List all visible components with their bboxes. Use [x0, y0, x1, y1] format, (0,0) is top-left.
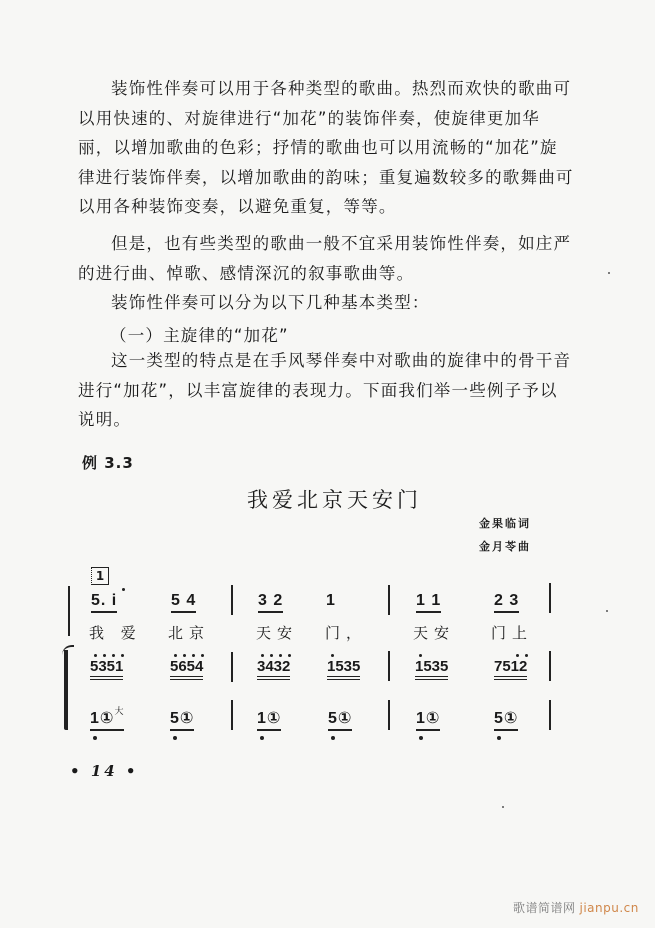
right-hand-group: 5351: [90, 658, 123, 680]
paragraph-line: 这一类型的特点是在手风琴伴奏中对歌曲的旋律中的骨干音: [111, 351, 572, 370]
piano-brace: [64, 650, 76, 730]
melody-note: 3 2: [258, 592, 283, 613]
barline: [549, 583, 551, 613]
annotation: 大: [114, 706, 125, 716]
paragraph-line: 律进行装饰伴奏，以增加歌曲的韵味；重复遍数较多的歌舞曲可: [78, 167, 574, 187]
barline: [549, 700, 551, 730]
high-octave-dot: [122, 588, 125, 591]
low-octave-dot: [497, 736, 501, 740]
high-octave-dot: [261, 654, 264, 657]
low-octave-dot: [419, 736, 423, 740]
barline: [388, 585, 390, 615]
low-octave-dot: [93, 736, 97, 740]
measure-number-box: 1: [91, 567, 109, 585]
high-octave-dot: [331, 654, 334, 657]
paragraph-line: 进行“加花”，以丰富旋律的表现力。下面我们举一些例子予以: [78, 380, 558, 400]
page-number-value: 14: [90, 762, 118, 780]
paragraph-line: 装饰性伴奏可以用于各种类型的歌曲。热烈而欢快的歌曲可: [111, 79, 572, 98]
high-octave-dot: [270, 654, 273, 657]
high-octave-dot: [525, 654, 528, 657]
lyric: 门，: [325, 624, 368, 642]
left-hand-group: 1①: [416, 708, 440, 731]
right-hand-group: 3432: [257, 658, 290, 680]
lyric: 我 爱: [89, 624, 142, 642]
left-hand-group: [90, 708, 124, 731]
example-label: 例 3.3: [82, 454, 134, 472]
scan-speck: [502, 806, 504, 808]
left-hand-group: 1①: [257, 708, 281, 731]
barline: [549, 651, 551, 681]
left-hand-notes: 1①: [90, 710, 115, 727]
left-hand-group: 5①: [328, 708, 352, 731]
barline: [388, 651, 390, 681]
composer-credit: 金月苓曲: [479, 540, 531, 553]
low-octave-dot: [260, 736, 264, 740]
scan-speck: [608, 272, 610, 274]
left-hand-group: 5①: [494, 708, 518, 731]
high-octave-dot: [174, 654, 177, 657]
lyricist-credit: 金果临词: [479, 517, 531, 530]
high-octave-dot: [516, 654, 519, 657]
barline: [231, 585, 233, 615]
right-hand-group: 1535: [327, 658, 360, 680]
melody-note: 1: [326, 592, 336, 609]
high-octave-dot: [121, 654, 124, 657]
system-start-line: [68, 586, 70, 636]
barline: [231, 700, 233, 730]
high-octave-dot: [183, 654, 186, 657]
watermark: [513, 899, 639, 916]
high-octave-dot: [279, 654, 282, 657]
melody-note: 1 1: [416, 592, 441, 613]
paragraph-line: 以用各种装饰变奏，以避免重复，等等。: [78, 197, 397, 216]
paragraph-line: 说明。: [78, 410, 132, 429]
lyric: 天安: [413, 624, 456, 642]
paragraph-line: 以用快速的、对旋律进行“加花”的装饰伴奏，使旋律更加华: [78, 108, 540, 128]
paragraph-line: 的进行曲、悼歌、感情深沉的叙事歌曲等。: [78, 263, 415, 283]
high-octave-dot: [94, 654, 97, 657]
paragraph-line: 装饰性伴奏可以分为以下几种基本类型：: [111, 293, 430, 312]
lyric: 北京: [168, 624, 211, 642]
watermark-url: jianpu.cn: [579, 901, 639, 915]
barline: [388, 700, 390, 730]
melody-note: 5. i: [91, 592, 117, 613]
right-hand-group: 7512: [494, 658, 527, 680]
low-octave-dot: [331, 736, 335, 740]
section-subheading: （一）主旋律的“加花”: [110, 326, 289, 345]
right-hand-group: 1535: [415, 658, 448, 680]
page-number: • 14 •: [70, 762, 139, 780]
paragraph-line: 但是，也有些类型的歌曲一般不宜采用装饰性伴奏，如庄严: [111, 234, 572, 253]
low-octave-dot: [173, 736, 177, 740]
high-octave-dot: [201, 654, 204, 657]
scan-speck: [606, 610, 608, 612]
barline: [231, 652, 233, 682]
left-hand-group: 5①: [170, 708, 194, 731]
high-octave-dot: [112, 654, 115, 657]
right-hand-group: 5654: [170, 658, 203, 680]
high-octave-dot: [288, 654, 291, 657]
paragraph-line: 丽，以增加歌曲的色彩；抒情的歌曲也可以用流畅的“加花”旋: [78, 138, 558, 157]
watermark-cn: 歌谱简谱网: [513, 901, 576, 915]
melody-note: 2 3: [494, 592, 519, 613]
lyric: 天安: [256, 624, 299, 642]
high-octave-dot: [192, 654, 195, 657]
song-title: 我爱北京天安门: [247, 488, 422, 512]
high-octave-dot: [419, 654, 422, 657]
high-octave-dot: [103, 654, 106, 657]
melody-note: 5 4: [171, 592, 196, 613]
lyric: 门上: [491, 624, 534, 642]
